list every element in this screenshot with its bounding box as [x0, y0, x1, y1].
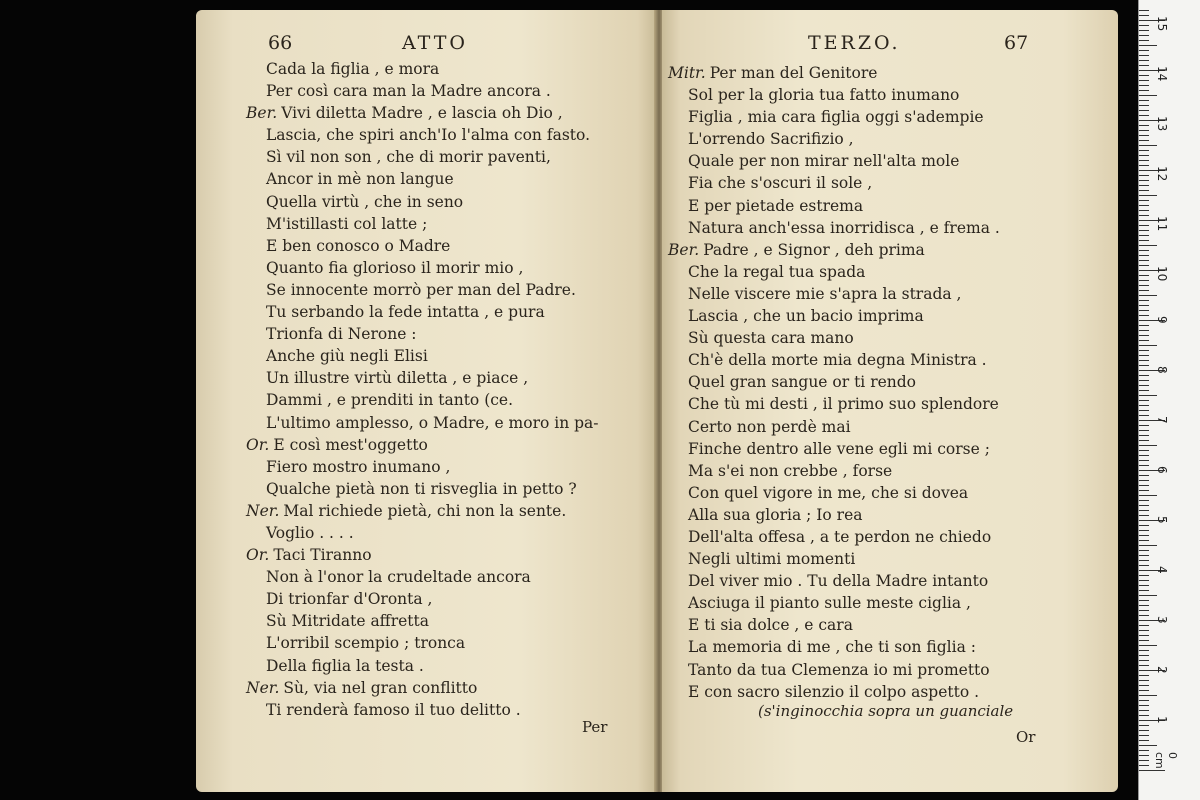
ruler-number: 2 [1155, 666, 1169, 674]
ruler-tick [1139, 615, 1149, 616]
verse-text: Negli ultimi momenti [688, 550, 856, 569]
ruler-tick [1139, 335, 1149, 336]
left-text-lines [246, 58, 599, 721]
ruler-tick [1139, 325, 1149, 326]
verse-text: Dell'alta offesa , a te perdon ne chiedo [688, 527, 992, 546]
ruler-tick [1139, 765, 1149, 766]
verse-text: Dammi , e prenditi in tanto (ce. [266, 391, 514, 410]
text-line [668, 62, 1000, 84]
ruler-tick [1139, 210, 1149, 211]
verse-text: Natura anch'essa inorridisca , e frema . [688, 218, 1000, 237]
verse-text: Finche dentro alle vene egli mi corse ; [688, 439, 990, 458]
text-line [668, 526, 1000, 548]
verse-text: Non à l'onor la crudeltade ancora [266, 568, 531, 587]
text-line [668, 570, 1000, 592]
ruler-number: 9 [1155, 316, 1169, 324]
verse-text: L'ultimo amplesso, o Madre, e moro in pa- [266, 413, 599, 432]
ruler-tick [1139, 305, 1149, 306]
ruler-tick [1139, 755, 1149, 756]
ruler-number: 5 [1155, 516, 1169, 524]
ruler-tick [1139, 125, 1149, 126]
text-line [246, 279, 599, 301]
text-line [246, 389, 599, 411]
speaker-label: Or. [246, 435, 270, 454]
verse-text: Padre , e Signor , deh prima [703, 240, 925, 259]
text-line [246, 257, 599, 279]
text-line [668, 239, 1000, 261]
text-line [668, 681, 1000, 703]
ruler-tick [1139, 605, 1149, 606]
verse-text: Ma s'ei non crebbe , forse [688, 461, 893, 480]
ruler-tick [1139, 30, 1149, 31]
text-line [668, 393, 1000, 415]
ruler-tick [1139, 200, 1149, 201]
ruler-tick [1139, 640, 1149, 641]
text-line [246, 168, 599, 190]
ruler-tick [1139, 590, 1149, 591]
text-line [668, 504, 1000, 526]
text-line [668, 217, 1000, 239]
text-line [246, 124, 599, 146]
ruler-tick [1139, 560, 1149, 561]
text-line [246, 456, 599, 478]
ruler-tick [1139, 715, 1149, 716]
ruler-tick [1139, 545, 1157, 546]
ruler-tick [1139, 255, 1149, 256]
verse-text: Che tù mi desti , il primo suo splendore [688, 395, 999, 414]
ruler-tick [1139, 145, 1157, 146]
ruler-number: 1 [1155, 716, 1169, 724]
verse-text: Con quel vigore in me, che si dovea [688, 483, 969, 502]
ruler-tick [1139, 515, 1149, 516]
verse-text: Vivi diletta Madre , e lascia oh Dio , [281, 104, 563, 123]
text-line [668, 482, 1000, 504]
ruler-tick [1139, 745, 1157, 746]
ruler-tick [1139, 685, 1149, 686]
verse-text: Ch'è della morte mia degna Ministra . [688, 351, 987, 370]
ruler-tick [1139, 680, 1149, 681]
verse-text: L'orribil scempio ; tronca [266, 634, 466, 653]
verse-text: Cada la figlia , e mora [266, 60, 440, 78]
ruler-tick [1139, 495, 1157, 496]
ruler-tick [1139, 725, 1149, 726]
verse-text: L'orrendo Sacrifizio , [688, 130, 854, 149]
ruler-tick [1139, 475, 1149, 476]
verse-text: Alla sua gloria ; Io rea [688, 505, 863, 524]
text-line [668, 283, 1000, 305]
verse-text: Certo non perdè mai [688, 417, 851, 436]
ruler-tick [1139, 205, 1149, 206]
ruler-tick [1139, 770, 1165, 771]
text-line [668, 438, 1000, 460]
ruler-tick [1139, 665, 1149, 666]
ruler-tick [1139, 355, 1149, 356]
ruler-number: 8 [1155, 366, 1169, 374]
speaker-label: Ner. [246, 678, 280, 697]
ruler-tick [1139, 135, 1149, 136]
verse-text: Taci Tiranno [273, 546, 372, 565]
ruler-tick [1139, 730, 1149, 731]
text-line [246, 500, 599, 522]
ruler-tick [1139, 505, 1149, 506]
ruler-tick [1139, 705, 1149, 706]
verse-text: Sù questa cara mano [688, 329, 854, 348]
verse-text: Fia che s'oscuri il sole , [688, 174, 873, 193]
text-line [668, 592, 1000, 614]
text-line [668, 349, 1000, 371]
verse-text: Per man del Genitore [709, 64, 878, 82]
left-running-header: ATTO [402, 32, 468, 54]
speaker-label: Mitr. [668, 64, 706, 82]
measurement-ruler [1138, 0, 1200, 800]
ruler-tick [1139, 180, 1149, 181]
ruler-tick [1139, 630, 1149, 631]
ruler-tick [1139, 760, 1149, 761]
ruler-tick [1139, 95, 1157, 96]
text-line [246, 522, 599, 544]
verse-text: Nelle viscere mie s'apra la strada , [688, 284, 962, 303]
ruler-tick [1139, 610, 1149, 611]
ruler-tick [1139, 435, 1149, 436]
ruler-tick [1139, 540, 1149, 541]
ruler-tick [1139, 115, 1149, 116]
ruler-tick [1139, 485, 1149, 486]
ruler-tick [1139, 155, 1149, 156]
verse-text: E così mest'oggetto [273, 435, 428, 454]
ruler-tick [1139, 440, 1149, 441]
ruler-number: 11 [1155, 216, 1169, 232]
ruler-tick [1139, 315, 1149, 316]
verse-text: Trionfa di Nerone : [266, 325, 417, 344]
ruler-tick [1139, 690, 1149, 691]
ruler-tick [1139, 415, 1149, 416]
verse-text: E ti sia dolce , e cara [688, 616, 853, 635]
ruler-tick [1139, 60, 1149, 61]
text-line [246, 544, 599, 566]
ruler-number: 3 [1155, 616, 1169, 624]
verse-text: Quanto fia glorioso il morir mio , [266, 258, 524, 277]
ruler-tick [1139, 390, 1149, 391]
ruler-tick [1139, 740, 1149, 741]
ruler-tick [1139, 580, 1149, 581]
ruler-tick [1139, 455, 1149, 456]
text-line [668, 106, 1000, 128]
text-line [246, 235, 599, 257]
verse-text: Di trionfar d'Oronta , [266, 590, 433, 609]
verse-text: Qualche pietà non ti risveglia in petto ? [266, 479, 577, 498]
ruler-number: 4 [1155, 566, 1169, 574]
text-line [246, 677, 599, 699]
ruler-number: 14 [1155, 66, 1169, 82]
ruler-number: 10 [1155, 266, 1169, 282]
speaker-label: Ber. [668, 240, 700, 259]
ruler-tick [1139, 550, 1149, 551]
verse-text: Anche giù negli Elisi [266, 347, 428, 366]
ruler-tick [1139, 100, 1149, 101]
ruler-tick [1139, 275, 1149, 276]
ruler-tick [1139, 340, 1149, 341]
text-line [668, 84, 1000, 106]
ruler-tick [1139, 15, 1149, 16]
verse-text: Figlia , mia cara figlia oggi s'adempie [688, 108, 984, 127]
ruler-tick [1139, 625, 1149, 626]
ruler-tick [1139, 45, 1157, 46]
ruler-tick [1139, 55, 1149, 56]
ruler-number: 13 [1155, 116, 1169, 132]
verse-text: Un illustre virtù diletta , e piace , [266, 369, 529, 388]
ruler-tick [1139, 565, 1149, 566]
text-line [668, 150, 1000, 172]
ruler-tick [1139, 195, 1157, 196]
ruler-number: 7 [1155, 416, 1169, 424]
ruler-tick [1139, 480, 1149, 481]
ruler-tick [1139, 365, 1149, 366]
ruler-tick [1139, 295, 1157, 296]
ruler-tick [1139, 650, 1149, 651]
text-line [668, 636, 1000, 658]
ruler-tick [1139, 405, 1149, 406]
ruler-tick [1139, 250, 1149, 251]
verse-text: Se innocente morrò per man del Padre. [266, 280, 576, 299]
verse-text: Tu serbando la fede intatta , e pura [266, 303, 545, 322]
ruler-tick [1139, 645, 1157, 646]
ruler-tick [1139, 290, 1149, 291]
ruler-tick [1139, 585, 1149, 586]
text-line [668, 327, 1000, 349]
left-page-number: 66 [268, 32, 293, 54]
text-line [668, 548, 1000, 570]
verse-text: Del viver mio . Tu della Madre intanto [688, 572, 989, 591]
text-line [668, 195, 1000, 217]
right-page-number: 67 [1004, 32, 1029, 54]
ruler-tick [1139, 285, 1149, 286]
text-line [668, 659, 1000, 681]
right-page [662, 10, 1118, 792]
text-line [246, 610, 599, 632]
ruler-tick [1139, 225, 1149, 226]
ruler-tick [1139, 235, 1149, 236]
ruler-tick [1139, 230, 1149, 231]
text-line [246, 323, 599, 345]
ruler-tick [1139, 35, 1149, 36]
ruler-tick [1139, 375, 1149, 376]
ruler-tick [1139, 360, 1149, 361]
ruler-tick [1139, 400, 1149, 401]
ruler-tick [1139, 525, 1149, 526]
verse-text: Lascia, che spiri anch'Io l'alma con fasto. [266, 126, 590, 145]
ruler-tick [1139, 500, 1149, 501]
text-line [246, 345, 599, 367]
text-line [246, 588, 599, 610]
text-line [246, 301, 599, 323]
ruler-tick [1139, 675, 1149, 676]
verse-text: Quale per non mirar nell'alta mole [688, 152, 960, 171]
verse-text: Tanto da tua Clemenza io mi prometto [688, 660, 990, 679]
ruler-tick [1139, 110, 1149, 111]
ruler-number: 6 [1155, 466, 1169, 474]
ruler-tick [1139, 555, 1149, 556]
ruler-tick [1139, 635, 1149, 636]
ruler-tick [1139, 380, 1149, 381]
ruler-tick [1139, 160, 1149, 161]
verse-text: Sol per la gloria tua fatto inumano [688, 86, 960, 105]
ruler-tick [1139, 300, 1149, 301]
ruler-tick [1139, 25, 1149, 26]
right-running-header: TERZO. [808, 32, 901, 54]
ruler-tick [1139, 710, 1149, 711]
ruler-tick [1139, 695, 1157, 696]
ruler-tick [1139, 445, 1157, 446]
verse-text: Lascia , che un bacio imprima [688, 307, 924, 326]
speaker-label: Ber. [246, 104, 278, 123]
speaker-label: Or. [246, 546, 270, 565]
text-line [246, 655, 599, 677]
ruler-tick [1139, 530, 1149, 531]
ruler-tick [1139, 260, 1149, 261]
verse-text: Asciuga il pianto sulle meste ciglia , [688, 594, 971, 613]
ruler-tick [1139, 410, 1149, 411]
text-line [246, 146, 599, 168]
verse-text: Ancor in mè non langue [266, 170, 454, 189]
text-line [246, 632, 599, 654]
verse-text: M'istillasti col latte ; [266, 214, 428, 233]
ruler-tick [1139, 90, 1149, 91]
verse-text: Sù, via nel gran conflitto [283, 678, 478, 697]
text-line [668, 128, 1000, 150]
ruler-tick [1139, 595, 1157, 596]
ruler-number: 12 [1155, 166, 1169, 182]
verse-text: Fiero mostro inumano , [266, 457, 451, 476]
verse-text: Mal richiede pietà, chi non la sente. [283, 501, 567, 520]
text-line [246, 699, 599, 721]
ruler-tick [1139, 50, 1149, 51]
ruler-tick [1139, 190, 1149, 191]
ruler-tick [1139, 240, 1149, 241]
ruler-tick [1139, 105, 1149, 106]
ruler-tick [1139, 85, 1149, 86]
text-line [246, 213, 599, 235]
ruler-tick [1139, 460, 1149, 461]
ruler-tick [1139, 430, 1149, 431]
ruler-tick [1139, 215, 1149, 216]
ruler-tick [1139, 175, 1149, 176]
ruler-tick [1139, 535, 1149, 536]
ruler-tick [1139, 655, 1149, 656]
verse-text: La memoria di me , che ti son figlia : [688, 638, 976, 657]
ruler-unit-label: 0 cm [1153, 752, 1179, 769]
ruler-tick [1139, 395, 1157, 396]
text-line [246, 102, 599, 124]
left-catchword: Per [582, 718, 608, 736]
ruler-tick [1139, 350, 1149, 351]
text-line [668, 416, 1000, 438]
text-line [246, 412, 599, 434]
text-line [246, 367, 599, 389]
ruler-tick [1139, 425, 1149, 426]
ruler-tick [1139, 750, 1149, 751]
ruler-tick [1139, 150, 1149, 151]
verse-text: Quella virtù , che in seno [266, 192, 464, 211]
ruler-tick [1139, 575, 1149, 576]
text-line [246, 478, 599, 500]
ruler-tick [1139, 165, 1149, 166]
right-text-lines [668, 62, 1000, 703]
text-line [668, 261, 1000, 283]
ruler-tick [1139, 10, 1149, 11]
text-line [668, 371, 1000, 393]
ruler-tick [1139, 490, 1149, 491]
ruler-tick [1139, 265, 1149, 266]
verse-text: E per pietade estrema [688, 196, 864, 215]
ruler-tick [1139, 310, 1149, 311]
speaker-label: Ner. [246, 501, 280, 520]
text-line [246, 191, 599, 213]
ruler-tick [1139, 280, 1149, 281]
verse-text: Quel gran sangue or ti rendo [688, 373, 917, 392]
ruler-tick [1139, 345, 1157, 346]
ruler-tick [1139, 130, 1149, 131]
text-line [668, 460, 1000, 482]
text-line [246, 80, 599, 102]
ruler-tick [1139, 700, 1149, 701]
text-line [668, 305, 1000, 327]
ruler-tick [1139, 65, 1149, 66]
ruler-tick [1139, 245, 1157, 246]
ruler-tick [1139, 75, 1149, 76]
verse-text: E con sacro silenzio il colpo aspetto . [688, 682, 980, 701]
ruler-number: 15 [1155, 16, 1169, 32]
ruler-tick [1139, 660, 1149, 661]
text-line [668, 614, 1000, 636]
ruler-tick [1139, 385, 1149, 386]
ruler-tick [1139, 600, 1149, 601]
text-line [246, 434, 599, 456]
verse-text: Sì vil non son , che di morir paventi, [266, 148, 551, 167]
ruler-tick [1139, 330, 1149, 331]
stage-direction: (s'inginocchia sopra un guanciale [758, 702, 1014, 720]
ruler-tick [1139, 465, 1149, 466]
verse-text: Per così cara man la Madre ancora . [266, 82, 551, 101]
ruler-tick [1139, 450, 1149, 451]
verse-text: Sù Mitridate affretta [266, 612, 429, 631]
verse-text: E ben conosco o Madre [266, 236, 451, 255]
open-book [196, 10, 1118, 792]
left-page [196, 10, 656, 792]
text-line [668, 172, 1000, 194]
ruler-tick [1139, 140, 1149, 141]
ruler-tick [1139, 40, 1149, 41]
verse-text: Voglio . . . . [266, 523, 354, 542]
text-line [246, 566, 599, 588]
ruler-tick [1139, 80, 1149, 81]
text-line [246, 58, 599, 80]
verse-text: Ti renderà famoso il tuo delitto . [266, 700, 521, 719]
ruler-tick [1139, 510, 1149, 511]
right-catchword: Or [1016, 728, 1036, 746]
ruler-tick [1139, 185, 1149, 186]
verse-text: Della figlia la testa . [266, 656, 424, 675]
verse-text: Che la regal tua spada [688, 262, 866, 281]
ruler-tick [1139, 735, 1149, 736]
